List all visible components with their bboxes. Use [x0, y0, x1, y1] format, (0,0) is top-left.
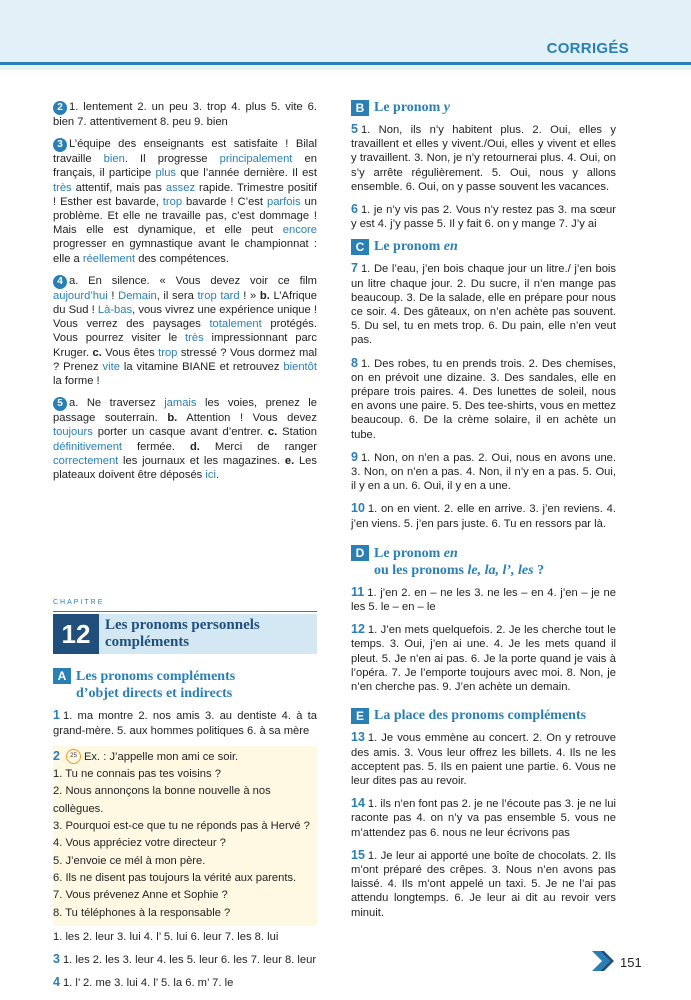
- adverb: trop tard: [197, 289, 240, 302]
- text: les voies, prenez le passage souterrain.: [53, 397, 318, 425]
- text: protégés. Vous pourrez visiter le: [53, 318, 317, 345]
- text: des compétences.: [135, 252, 229, 265]
- answer-2: [53, 100, 317, 129]
- answer-5r: [351, 122, 616, 194]
- adverb: plus: [155, 167, 177, 180]
- section-title-em: en: [443, 545, 458, 561]
- text: bavarde ! C’est: [182, 195, 267, 208]
- adverb: très: [185, 332, 204, 345]
- text: !: [107, 289, 119, 302]
- answer-text: 1. Non, ils n’y habitent plus. 2. Oui, elles y travaillent et elles y vivent./Oui, elles y vivent et elles y travaillent. 3. Non, je n’y retournerai plus. 4. Oui, on s’y arrête régulièrement. 5. Oui, nous y allons ensemble. 6. Oui, on y passe souvent les vacances.: [351, 124, 616, 193]
- adverb: bien: [103, 153, 125, 166]
- answer-4: [53, 274, 317, 388]
- chapter-label: CHAPITRE: [53, 596, 317, 612]
- answer-1: [53, 708, 317, 737]
- answer-8: [351, 356, 616, 442]
- exercise-number: 3: [53, 952, 60, 967]
- left-column: [53, 100, 317, 998]
- answer-text: 1. De l’eau, j’en bois chaque jour un litre./ j’en bois un litre chaque jour. 2. Du sucre, il n’en mange pas beaucoup. 3. De la salade, elle en prépare pour nous ce soir. 4. Des gâteaux, on n’en achète pas souvent. 5. Du sel, tu en mets trop. 6. Du pain, elle n’en veut pas.: [351, 263, 616, 347]
- answer-text: 1. j’en 2. en – ne les 3. ne les – en 4. j’en – je ne les 5. le – en – le: [351, 586, 616, 614]
- exercise-number: 3: [53, 138, 67, 152]
- answer-text: 1. ils n’en font pas 2. je ne l’écoute pas 3. je ne lui raconte pas 4. on n’y va pas ensemble 5. vous ne m’attendez pas 6. nous ne leur écrivons pas: [351, 798, 616, 839]
- header-rule: [0, 62, 691, 65]
- audio-track-icon: 25: [66, 749, 81, 764]
- text: que l’année dernière. Il est: [176, 167, 317, 180]
- chapter-number: 12: [53, 614, 99, 654]
- answer-text: 1. Des robes, tu en prends trois. 2. Des chemises, on en prévoit une dizaine. 3. Des sandales, elle en prépare trois paires. 4. Des lunettes de soleil, nous en avons une paire. 5. Des tee-shirts, vous en mettez beaucoup. 6. De la crème solaire, il en achète un tube.: [351, 357, 616, 441]
- adverb: encore: [282, 224, 317, 237]
- text: impressionnant parc Kruger.: [53, 332, 317, 359]
- section-title-text: Le pronom: [374, 99, 444, 115]
- section-title-text: ?: [533, 562, 545, 578]
- answer-6: [351, 202, 616, 231]
- answer-5: [53, 396, 317, 482]
- section-b-heading: [351, 100, 616, 116]
- text: L’équipe des enseignants est satisfaite ! Bilal travaille: [53, 138, 317, 166]
- page-number: 151: [620, 955, 642, 970]
- section-e-heading: [351, 708, 616, 724]
- section-title-text: Le pronom: [374, 545, 444, 561]
- answer-7: [351, 261, 616, 347]
- section-title: [76, 668, 235, 702]
- adverb: Demain: [118, 289, 157, 302]
- adverb: définitivement: [53, 440, 123, 453]
- section-letter: C: [351, 239, 369, 255]
- answer-text: 1. ma montre 2. nos amis 3. au dentiste 4. à ta grand-mère. 5. aux hommes politiques 6. à sa mère: [53, 710, 317, 737]
- transcript-line: 6. Ils ne disent pas toujours la vérité aux parents.: [53, 871, 297, 884]
- text: fermée.: [122, 440, 190, 453]
- exercise-number: 4: [53, 275, 67, 289]
- answer-text: 1. on en vient. 2. elle en arrive. 3. j’en reviens. 4. j’en viens. 5. j’en pars juste. 6. Tu en ressors par là.: [351, 503, 616, 530]
- section-title-text: Le pronom: [374, 239, 444, 255]
- exercise-number: 7: [351, 261, 358, 276]
- text: attentif, mais pas: [71, 181, 166, 194]
- transcript-line: 5. J’envoie ce mél à mon père.: [53, 854, 206, 867]
- text: ! »: [239, 289, 260, 302]
- item-letter: b.: [259, 289, 270, 302]
- text: progresser en gymnastique avant le championnat : elle a: [53, 238, 317, 265]
- transcript-line: 1. Tu ne connais pas tes voisins ?: [53, 768, 221, 781]
- example-text: Ex. : J’appelle mon ami ce soir.: [83, 750, 239, 763]
- answer-3: [53, 137, 317, 266]
- answer-text: 1. Je leur ai apporté une boîte de chocolats. 2. Ils m’ont préparé des crêpes. 3. Nous n’en avons pas laissé. 4. Ils m’ont appelé un taxi. 5. Je ne l’ai pas attendu longtemps. 6. Je leur ai dit au revoir vers minuit.: [351, 849, 616, 919]
- adverb: aujourd’hui: [53, 289, 108, 302]
- text: , il sera: [156, 289, 198, 302]
- exercise-number: 5: [351, 122, 358, 136]
- section-a-heading: [53, 668, 317, 702]
- exercise-number: 1: [53, 708, 60, 723]
- chevron-right-icon: [590, 948, 616, 974]
- exercise-number: 15: [351, 847, 365, 862]
- text: a. Ne traversez: [69, 397, 165, 410]
- text: les journaux et les magazines.: [118, 454, 285, 467]
- answer-text: 1. je n’y vis pas 2. Vous n’y restez pas 3. ma sœur y est 4. j’y passe 5. Il y fait 6. on y mange 7. J’y ai: [351, 204, 616, 231]
- text: stressé ? Vous dormez mal ? Prenez: [53, 346, 317, 373]
- exercise-number: 2: [53, 748, 60, 763]
- answer-text: 1. Non, on n’en a pas. 2. Oui, nous en avons une. 3. Non, on n’en a pas. 4. Non, il n’y en a pas. 5. Oui, il y en a un. 6. Oui, il y en a une.: [351, 451, 616, 493]
- adverb: totalement: [209, 318, 262, 331]
- section-d-heading: [351, 545, 616, 579]
- text: Attention ! Vous devez: [177, 412, 317, 425]
- answer-15: [351, 848, 616, 920]
- answer-9: [351, 450, 616, 494]
- section-c-heading: [351, 239, 616, 255]
- text: Station: [277, 426, 317, 439]
- adverb: jamais: [164, 397, 197, 410]
- answer-4b: [53, 975, 317, 990]
- exercise-number: 10: [351, 501, 365, 516]
- section-title: [374, 101, 450, 115]
- adverb: très: [53, 181, 72, 194]
- page-title: CORRIGÉS: [546, 40, 629, 57]
- item-letter: d.: [189, 440, 200, 453]
- text: .: [215, 469, 220, 482]
- adverb: trop: [158, 346, 178, 359]
- text: un problème. Et elle ne travaille pas, c’est dommage ! Mais elle est dynamique, et elle peut: [53, 195, 317, 237]
- answer-text: 1. lentement 2. un peu 3. trop 4. plus 5. vite 6. bien 7. attentivement 8. peu 9. bien: [53, 101, 317, 128]
- adverb: réellement: [82, 252, 136, 265]
- header-band: [0, 0, 691, 70]
- answer-13: [351, 730, 616, 788]
- answer-3b: [53, 952, 317, 967]
- adverb: toujours: [53, 426, 93, 439]
- answer-14: [351, 796, 616, 840]
- transcript-line: 3. Pourquoi est-ce que tu ne réponds pas à Hervé ?: [53, 820, 310, 833]
- item-letter: c.: [267, 426, 278, 439]
- answer-2-key: 1. les 2. leur 3. lui 4. l’ 5. lui 6. leur 7. les 8. lui: [53, 930, 279, 943]
- exercise-number: 14: [351, 796, 365, 811]
- answer-10: [351, 501, 616, 530]
- exercise-2-transcript: [53, 746, 317, 926]
- chapter-title: Les pronoms personnels compléments: [99, 614, 317, 654]
- text: . Il progresse: [124, 153, 220, 166]
- answer-text: 1. l’ 2. me 3. lui 4. l’ 5. la 6. m’ 7. le: [62, 977, 234, 990]
- section-title: La place des pronoms compléments: [374, 708, 587, 724]
- section-title-em: en: [443, 239, 458, 255]
- right-column: [351, 100, 616, 928]
- section-letter: A: [53, 668, 71, 684]
- exercise-number: 9: [351, 449, 358, 464]
- section-title-line: d’objet directs et indirects: [76, 686, 233, 702]
- exercise-number: 12: [351, 622, 365, 637]
- exercise-number: 6: [351, 202, 358, 217]
- exercise-number: 5: [53, 397, 67, 411]
- adverb: correctement: [53, 454, 119, 467]
- answer-text: 1. Je vous emmène au concert. 2. On y retrouve des amis. 3. Vous leur offrez les billets. 4. Ils ne les acceptent pas. 5. Ils en paient une partie. 6. Vous ne leur dites pas au revoir.: [351, 732, 616, 787]
- section-title: [374, 545, 544, 579]
- text: en français, il participe: [53, 153, 317, 180]
- adverb: trop: [162, 195, 183, 208]
- exercise-number: 2: [53, 101, 67, 115]
- answer-text: 1. les 2. les 3. leur 4. les 5. leur 6. les 7. leur 8. leur: [62, 954, 317, 967]
- item-letter: e.: [284, 454, 295, 467]
- text: , vous vivrez une expérience unique ! Vous verrez des paysages: [53, 304, 317, 331]
- adverb: bientôt: [283, 360, 317, 373]
- section-title-line: Les pronoms compléments: [76, 669, 236, 685]
- text: rapide. Trimestre positif ! Esther est bavarde,: [53, 181, 317, 208]
- exercise-number: 11: [351, 584, 365, 599]
- text: la forme !: [53, 375, 100, 388]
- text: Les plateaux doivent être déposés: [53, 454, 317, 482]
- section-title-em: y: [443, 99, 450, 115]
- transcript-line: 4. Vous appréciez votre directeur ?: [53, 837, 226, 850]
- adverb: assez: [165, 181, 196, 194]
- section-letter: B: [351, 100, 369, 116]
- adverb: Là-bas: [97, 304, 133, 317]
- adverb: principalement: [219, 153, 293, 166]
- exercise-number: 8: [351, 355, 358, 370]
- transcript-line: 8. Tu téléphones à la responsable ?: [53, 906, 231, 919]
- section-title-text: ou les pronoms: [374, 562, 468, 578]
- adverb: parfois: [266, 195, 301, 208]
- section-title-em: le, la, l’, les: [467, 562, 534, 578]
- adverb: vite: [102, 360, 120, 373]
- text: la vitamine BIANE et retrouvez: [119, 360, 284, 373]
- text: Merci de ranger: [199, 440, 317, 453]
- adverb: ici: [205, 469, 216, 482]
- section-title: [374, 240, 458, 254]
- answer-text: 1. J’en mets quelquefois. 2. Je les cherche tout le temps. 3. Oui, j’en ai une. 4. Je les mets quand il pleut. 5. Je n’en ai pas. 6. Je la porte quand je vais à l’opéra. 7. Je l’emporte toujours avec moi. 8. Non, je n’en cherche pas. 9. J’en achète un demain.: [351, 624, 616, 694]
- transcript-line: 2. Nous annonçons la bonne nouvelle à nos collègues.: [53, 785, 271, 815]
- chapter-header: [53, 596, 317, 654]
- answer-12: [351, 622, 616, 694]
- text: L’Afrique du Sud !: [53, 289, 317, 317]
- section-letter: E: [351, 708, 369, 724]
- exercise-number: 4: [53, 975, 60, 990]
- example-line: [53, 748, 315, 766]
- chapter-box: [53, 614, 317, 654]
- item-letter: b.: [167, 412, 178, 425]
- text: Vous êtes: [101, 346, 159, 359]
- section-letter: D: [351, 545, 369, 561]
- text: porter un casque avant d’entrer.: [92, 426, 268, 439]
- item-letter: c.: [92, 346, 102, 359]
- answer-11: [351, 585, 616, 614]
- text: a. En silence. « Vous devez voir ce film: [69, 274, 317, 287]
- exercise-number: 13: [351, 730, 365, 745]
- transcript-line: 7. Vous prévenez Anne et Sophie ?: [53, 889, 228, 902]
